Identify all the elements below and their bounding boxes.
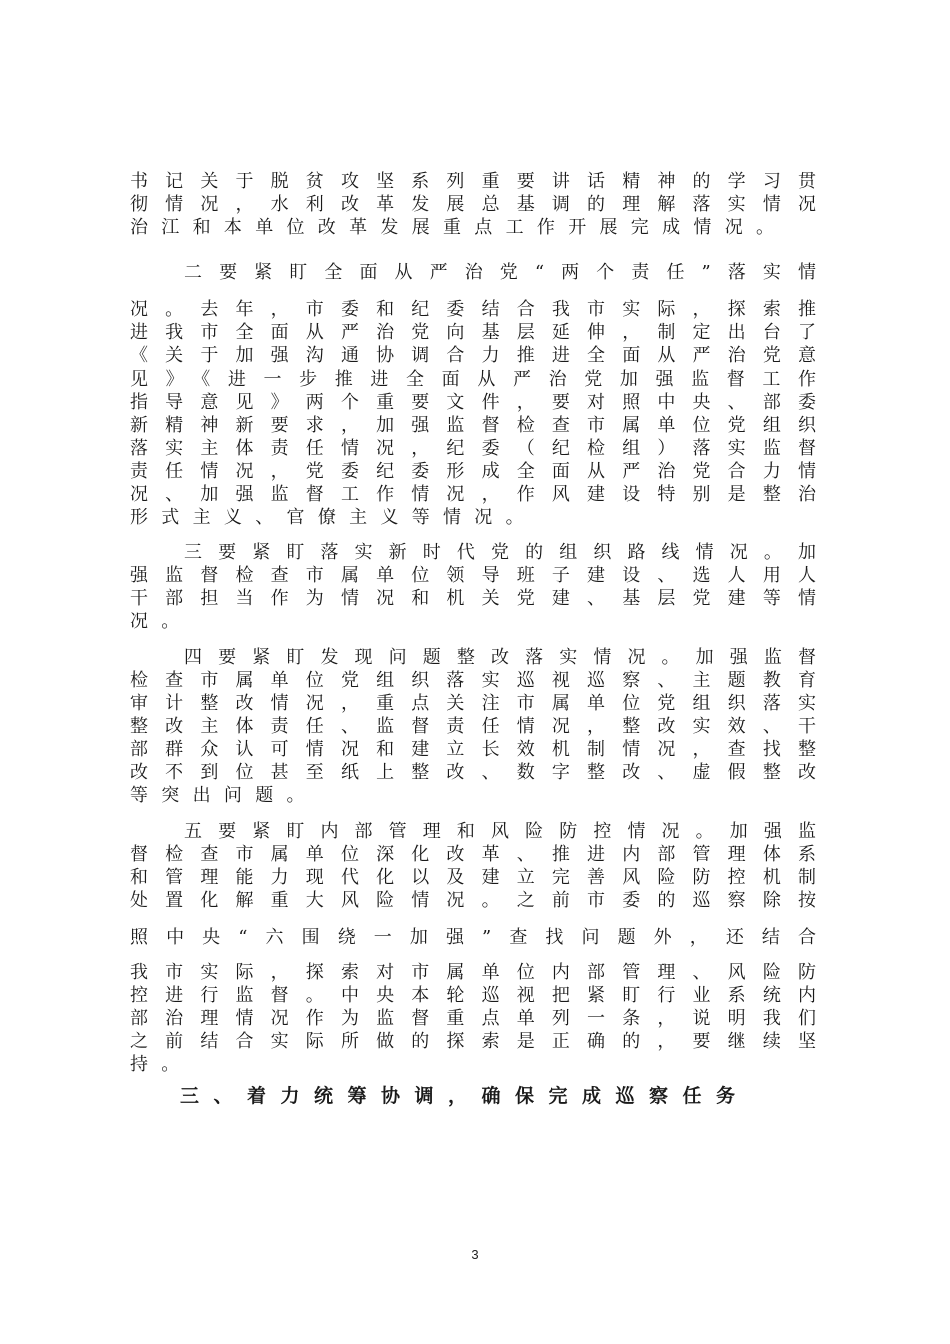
paragraph-line: 照中央“六围绕一加强”查找问题外，还结合 — [130, 927, 816, 948]
paragraph-line: 我市实际，探索对市属单位内部管理、风险防 — [130, 962, 816, 983]
paragraph-line: 等突出问题。 — [130, 785, 318, 806]
paragraph-line: 进我市全面从严治党向基层延伸，制定出台了 — [130, 322, 816, 343]
paragraph-line: 况。 — [130, 611, 193, 632]
paragraph-line: 指导意见》两个重要文件，要对照中央、部委 — [130, 392, 816, 413]
paragraph-line: 治江和本单位改革发展重点工作开展完成情况。 — [130, 217, 788, 238]
paragraph-line: 五要紧盯内部管理和风险防控情况。加强监 — [184, 821, 816, 842]
paragraph-line: 责任情况，党委纪委形成全面从严治党合力情 — [130, 461, 816, 482]
paragraph-line: 书记关于脱贫攻坚系列重要讲话精神的学习贯 — [130, 171, 816, 192]
paragraph-line: 部治理情况作为监督重点单列一条，说明我们 — [130, 1008, 816, 1029]
page-number: 3 — [471, 1247, 479, 1262]
paragraph-line: 形式主义、官僚主义等情况。 — [130, 507, 537, 528]
paragraph-line: 部群众认可情况和建立长效机制情况，查找整 — [130, 739, 816, 760]
paragraph-line: 处置化解重大风险情况。之前市委的巡察除按 — [130, 890, 816, 911]
paragraph-line: 彻情况，水利改革发展总基调的理解落实情况 — [130, 194, 816, 215]
paragraph-line: 检查市属单位党组织落实巡视巡察、主题教育 — [130, 670, 816, 691]
paragraph-line: 和管理能力现代化以及建立完善风险防控机制 — [130, 867, 816, 888]
paragraph-line: 况。去年，市委和纪委结合我市实际，探索推 — [130, 299, 816, 320]
paragraph-line: 干部担当作为情况和机关党建、基层党建等情 — [130, 588, 816, 609]
paragraph-line: 落实主体责任情况，纪委（纪检组）落实监督 — [130, 438, 816, 459]
paragraph-line: 持。 — [130, 1054, 193, 1075]
paragraph-line: 审计整改情况，重点关注市属单位党组织落实 — [130, 693, 816, 714]
section-heading: 三、着力统筹协调，确保完成巡察任务 — [180, 1085, 750, 1107]
paragraph-line: 况、加强监督工作情况，作风建设特别是整治 — [130, 484, 816, 505]
paragraph-line: 见》《进一步推进全面从严治党加强监督工作 — [130, 369, 816, 390]
paragraph-line: 督检查市属单位深化改革、推进内部管理体系 — [130, 844, 816, 865]
paragraph-line: 四要紧盯发现问题整改落实情况。加强监督 — [184, 647, 816, 668]
paragraph-line: 三要紧盯落实新时代党的组织路线情况。加 — [184, 542, 816, 563]
paragraph-line: 新精神新要求，加强监督检查市属单位党组织 — [130, 415, 816, 436]
paragraph-line: 之前结合实际所做的探索是正确的，要继续坚 — [130, 1031, 816, 1052]
paragraph-line: 改不到位甚至纸上整改、数字整改、虚假整改 — [130, 762, 816, 783]
paragraph-line: 《关于加强沟通协调合力推进全面从严治党意 — [130, 345, 816, 366]
paragraph-line: 整改主体责任、监督责任情况，整改实效、干 — [130, 716, 816, 737]
paragraph-line: 二要紧盯全面从严治党“两个责任”落实情 — [184, 262, 816, 283]
paragraph-line: 强监督检查市属单位领导班子建设、选人用人 — [130, 565, 816, 586]
paragraph-line: 控进行监督。中央本轮巡视把紧盯行业系统内 — [130, 985, 816, 1006]
